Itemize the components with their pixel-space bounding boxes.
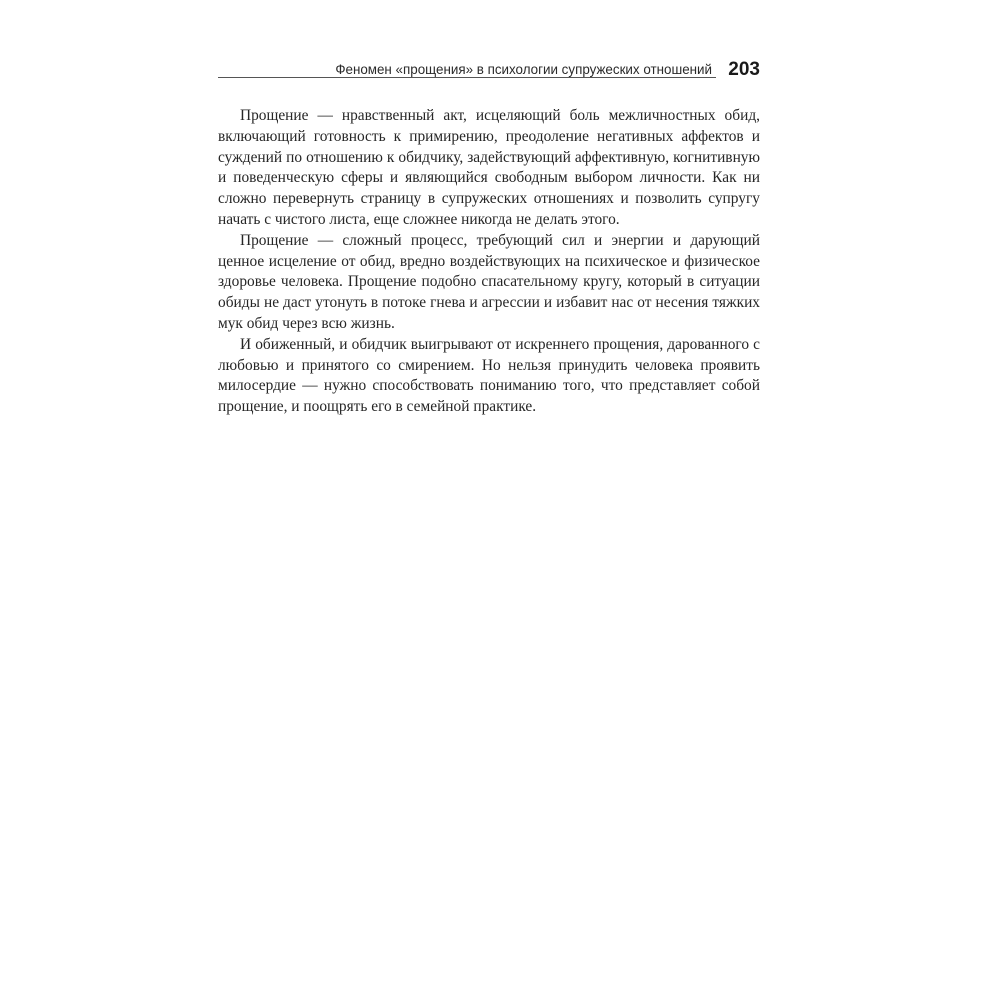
page-number: 203 [728, 59, 760, 80]
running-title: Феномен «прощения» в психологии супружеских отношений [335, 62, 712, 77]
running-header [218, 58, 760, 82]
paragraph-3: И обиженный, и обидчик выигрывают от искреннего прощения, дарованного с любовью и принятого со смирением. Но нельзя принудить человека проявить милосердие — нужно способствовать пониманию того, что представляет собой прощение, и поощрять его в семейной практике. [218, 335, 760, 416]
header-rule [218, 77, 716, 78]
paragraph-2: Прощение — сложный процесс, требующий сил и энергии и дарующий ценное исцеление от обид, вредно воздействующих на психическое и физическое здоровье человека. Прощение подобно спасательному кругу, который в ситуации обиды не даст утонуть в потоке гнева и агрессии и избавит нас от несения тяжких мук обид через всю жизнь. [218, 231, 760, 332]
paragraph-1: Прощение — нравственный акт, исцеляющий боль межличностных обид, включающий готовность к примирению, преодоление негативных аффектов и суждений по отношению к обидчику, задействующий аффективную, когнитивную и поведенческую сферы и являющийся свободным выбором личности. Как ни сложно перевернуть страницу в супружеских отношениях и позволить супругу начать с чистого листа, еще сложнее никогда не делать этого. [218, 107, 760, 228]
body-text [218, 106, 760, 418]
